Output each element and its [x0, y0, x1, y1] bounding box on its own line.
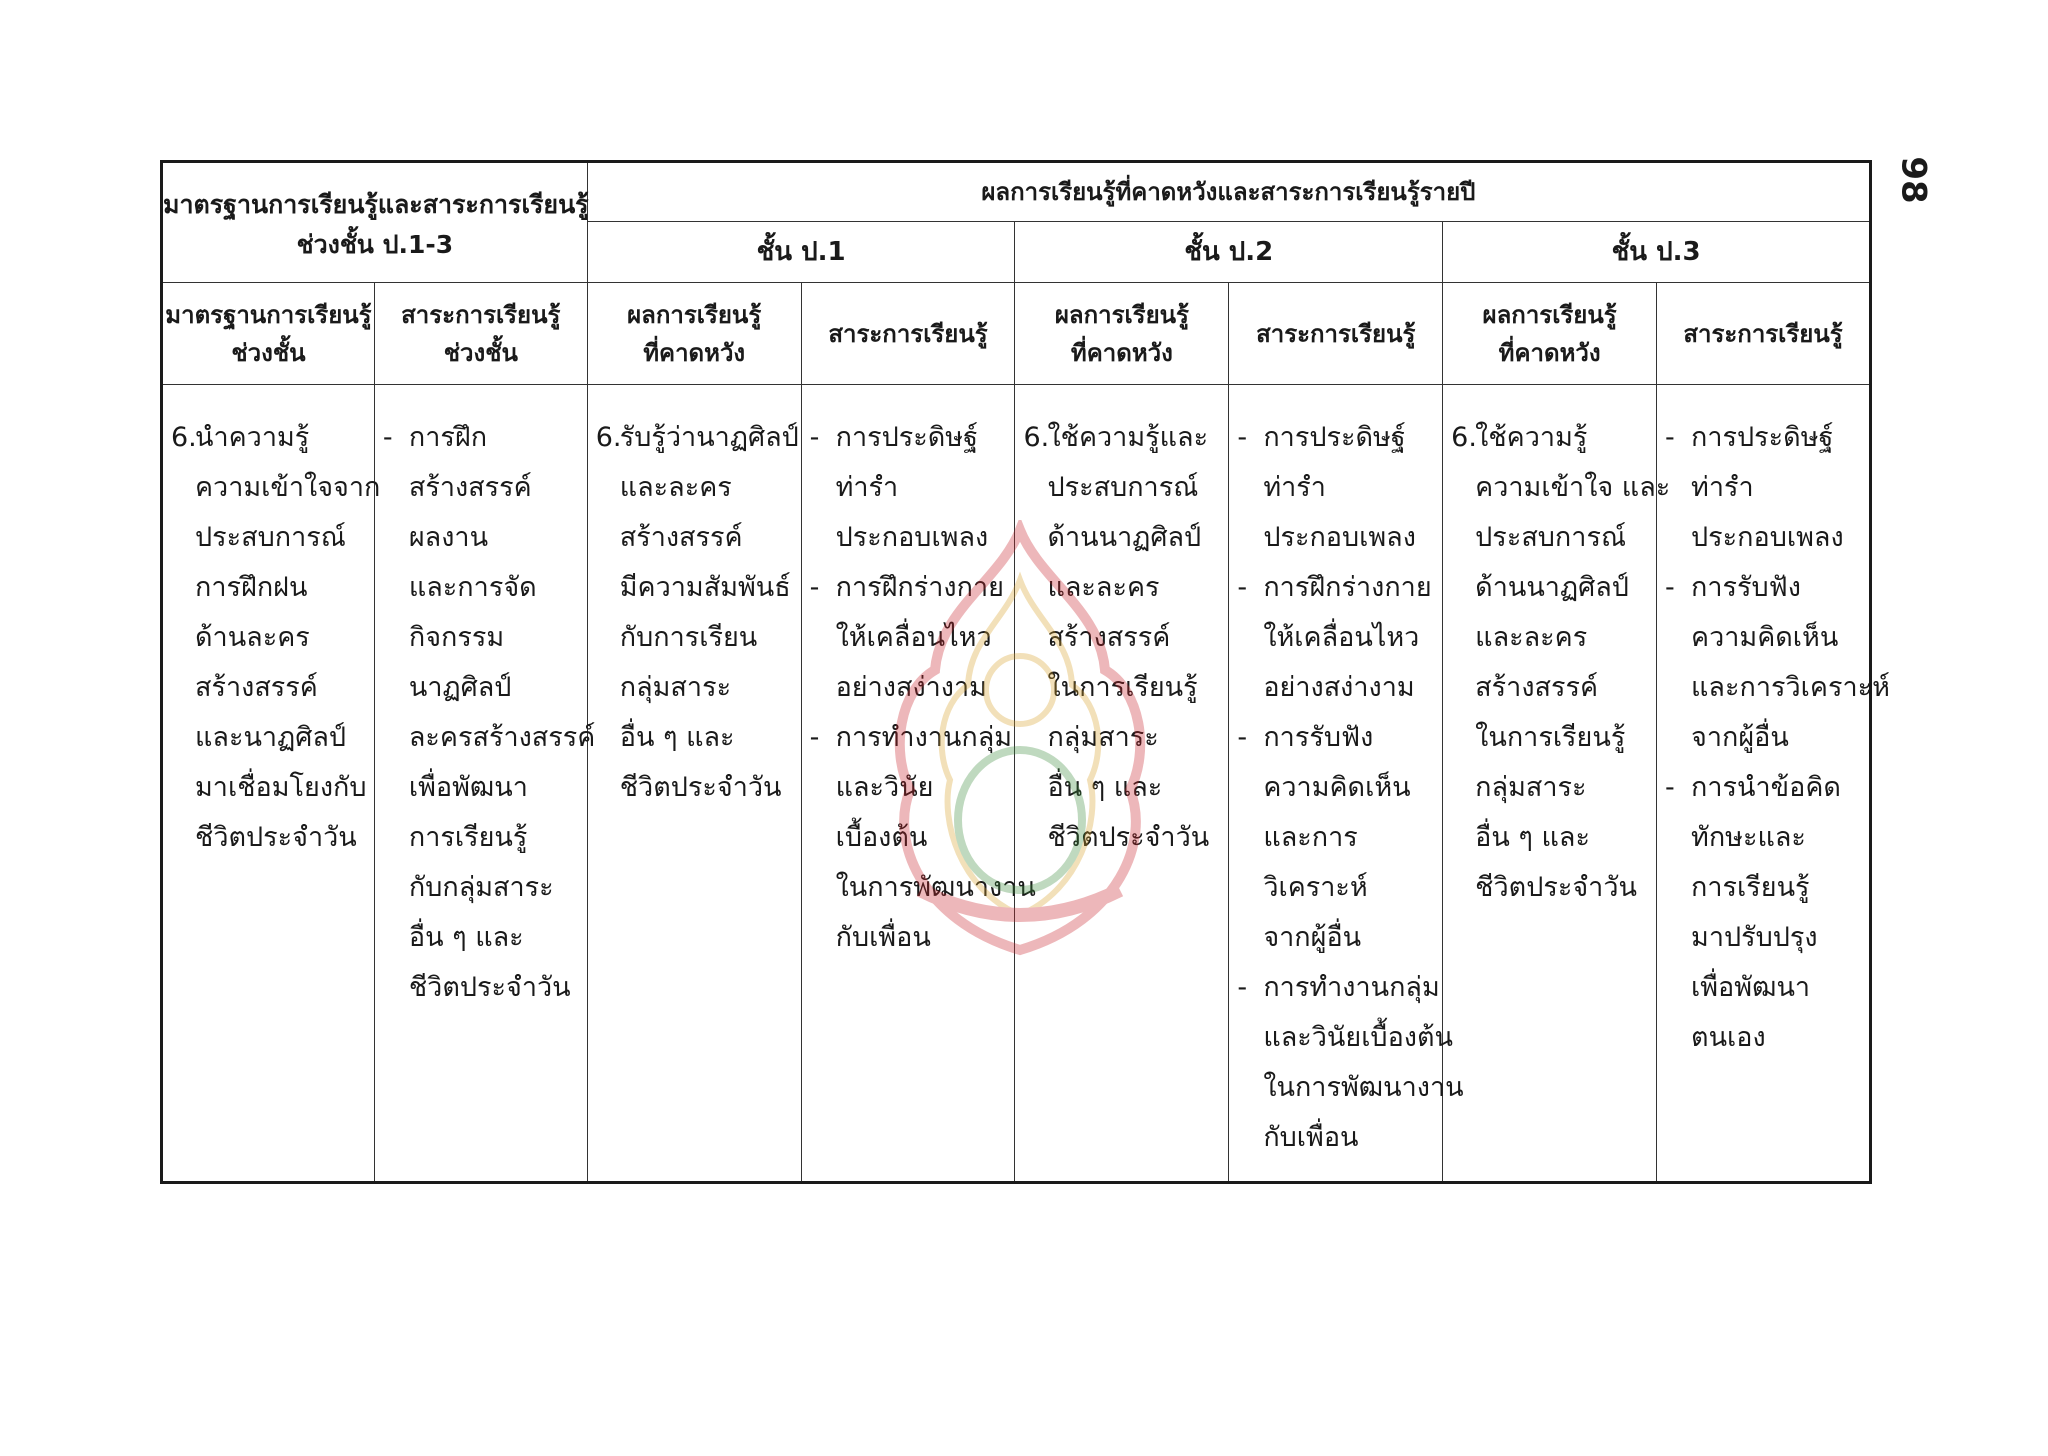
- cell-p1-expected-line: อื่น ๆ และ: [619, 722, 735, 753]
- bullet-dash: -: [1665, 772, 1675, 803]
- cell-p2-content-line: ประกอบเพลง: [1263, 522, 1416, 553]
- cell-p1-content-line: อย่างสง่างาม: [835, 672, 987, 703]
- cell-p2-content-line: และวินัยเบื้องต้น: [1263, 1022, 1453, 1053]
- cell-content-range-line: ผลงาน: [408, 522, 489, 553]
- cell-p2-expected: [1015, 385, 1229, 1183]
- cell-p3-expected-item: [1451, 413, 1671, 913]
- subheader-p1-expected-line-2: ที่คาดหวัง: [643, 338, 746, 367]
- cell-p3-content-line: ท่ารำ: [1691, 472, 1754, 503]
- cell-p2-content-bullet-item: [1237, 963, 1464, 1163]
- cell-p1-content-bullet-text: [836, 713, 1036, 963]
- cell-p3-content-bullet-item: [1665, 413, 1863, 563]
- bullet-dash: -: [809, 422, 820, 453]
- cell-p2-expected-line: อื่น ๆ และ: [1047, 772, 1163, 803]
- cell-p2-content-line: และการ: [1263, 822, 1358, 853]
- cell-standard-text: [195, 413, 380, 863]
- curriculum-table: [160, 160, 1890, 1184]
- cell-p2-expected-line: ชีวิตประจำวัน: [1047, 822, 1210, 853]
- cell-standard-line: ด้านละคร: [195, 622, 310, 653]
- cell-p1-expected-line: กับการเรียน: [619, 622, 758, 653]
- cell-content-range-line: การฝึก: [408, 422, 488, 453]
- cell-standard-line: ชีวิตประจำวัน: [195, 822, 357, 853]
- cell-p2-content-bullet-text: [1263, 713, 1436, 963]
- cell-p1-expected-number: 6.: [595, 422, 622, 453]
- cell-p2-content-line: ในการพัฒนางาน: [1263, 1072, 1464, 1103]
- cell-p2-content-bullet-text: [1263, 563, 1436, 713]
- subheader-p2-expected: [1015, 283, 1229, 385]
- cell-content-range-line: นาฏศิลป์: [408, 672, 512, 703]
- cell-content-range: [374, 385, 596, 1183]
- page-number: 98: [1893, 156, 1934, 204]
- cell-p1-content-bullet-text: [836, 413, 1009, 563]
- bullet-dash: -: [809, 722, 820, 753]
- cell-p2-content-line: ท่ารำ: [1263, 472, 1326, 503]
- subheader-standard: [162, 283, 375, 385]
- cell-p1-content-line: ท่ารำ: [835, 472, 899, 503]
- cell-content-range-line: ละครสร้างสรรค์: [408, 722, 596, 753]
- subheader-content-range-line-2: ช่วงชั้น: [443, 338, 518, 367]
- cell-p1-expected-line: และละคร: [619, 472, 732, 503]
- cell-content-range-line: เพื่อพัฒนา: [408, 772, 528, 803]
- subheader-content-range: [374, 283, 587, 385]
- cell-p2-expected-item: [1023, 413, 1222, 863]
- cell-p1-expected-line: สร้างสรรค์: [619, 522, 743, 553]
- subheader-p2-content: สาระการเรียนรู้: [1229, 283, 1443, 385]
- header-expected-yearly: ผลการเรียนรู้ที่คาดหวังและสาระการเรียนรู้รายปี: [587, 162, 1870, 222]
- cell-p3-content-line: ประกอบเพลง: [1691, 522, 1844, 553]
- cell-p2-content-line: การฝึกร่างกาย: [1263, 572, 1432, 603]
- cell-p1-content-line: เบื้องต้น: [835, 822, 928, 853]
- header-grade-p2: ชั้น ป.2: [1015, 222, 1443, 283]
- header-left-line-2: ช่วงชั้น ป.1-3: [296, 229, 454, 259]
- cell-content-range-line: ชีวิตประจำวัน: [408, 972, 571, 1003]
- subheader-p2-expected-line-2: ที่คาดหวัง: [1070, 338, 1173, 367]
- cell-content-range-line: กิจกรรม: [408, 622, 505, 653]
- cell-p3-expected-line: ด้านนาฏศิลป์: [1475, 572, 1629, 603]
- cell-p2-content-line: การทำงานกลุ่ม: [1263, 972, 1440, 1003]
- subheader-p1-expected: [587, 283, 801, 385]
- cell-p2-content-line: การประดิษฐ์: [1263, 422, 1406, 453]
- cell-p1-content-line: การประดิษฐ์: [835, 422, 978, 453]
- cell-p2-expected-line: ประสบการณ์: [1047, 472, 1199, 503]
- cell-content-range-item: [382, 413, 596, 1013]
- cell-content-range-text: [409, 413, 595, 1013]
- cell-p3-content-line: ตนเอง: [1691, 1022, 1766, 1053]
- cell-p1-content-bullet-item: [810, 563, 1009, 713]
- header-grade-p1: ชั้น ป.1: [587, 222, 1015, 283]
- cell-p2-expected-line: กลุ่มสาระ: [1047, 722, 1159, 753]
- cell-standard-number: 6.: [171, 422, 197, 453]
- cell-p2-expected-line: ใช้ความรู้และ: [1047, 422, 1209, 453]
- cell-p3-content-bullet-item: [1665, 563, 1890, 763]
- bullet-dash: -: [382, 422, 393, 453]
- cell-p3-content-line: การประดิษฐ์: [1691, 422, 1834, 453]
- cell-p2-content-bullet-item: [1237, 413, 1436, 563]
- cell-p2-content-line: จากผู้อื่น: [1263, 922, 1362, 953]
- cell-p3-expected-line: กลุ่มสาระ: [1475, 772, 1587, 803]
- cell-p3-content-line: การรับฟัง: [1691, 572, 1801, 603]
- cell-standard-item: [171, 413, 381, 863]
- header-grade-p3: ชั้น ป.3: [1443, 222, 1871, 283]
- cell-p3-content-bullet-text: [1691, 413, 1863, 563]
- cell-standard-line: ประสบการณ์: [195, 522, 346, 553]
- cell-p2-content-line: กับเพื่อน: [1263, 1122, 1359, 1153]
- header-left-line-1: มาตรฐานการเรียนรู้และสาระการเรียนรู้: [163, 189, 589, 219]
- subheader-p1-expected-line-1: ผลการเรียนรู้: [627, 300, 762, 329]
- cell-p2-content: [1229, 385, 1464, 1183]
- cell-p3-content-bullet-text: [1691, 763, 1863, 1063]
- bullet-dash: -: [809, 572, 820, 603]
- cell-p2-content-line: ให้เคลื่อนไหว: [1263, 622, 1420, 653]
- subheader-p1-content: สาระการเรียนรู้: [801, 283, 1015, 385]
- cell-p2-expected-line: ด้านนาฏศิลป์: [1047, 522, 1202, 553]
- subheader-p3-expected-line-2: ที่คาดหวัง: [1498, 338, 1601, 367]
- cell-standard-line: และนาฏศิลป์: [195, 722, 347, 753]
- cell-p2-content-line: วิเคราะห์: [1263, 872, 1368, 903]
- cell-standard-line: การฝึกฝน: [195, 572, 308, 603]
- cell-p1-content-line: ให้เคลื่อนไหว: [835, 622, 992, 653]
- subheader-p3-expected: [1443, 283, 1657, 385]
- cell-p3-expected-line: ในการเรียนรู้: [1475, 722, 1626, 753]
- bullet-dash: -: [1237, 972, 1248, 1003]
- cell-p1-content-line: ประกอบเพลง: [835, 522, 989, 553]
- subheader-p3-expected-line-1: ผลการเรียนรู้: [1482, 300, 1617, 329]
- cell-p3-content-line: ความคิดเห็น: [1691, 622, 1839, 653]
- cell-p3-content-line: และการวิเคราะห์: [1691, 672, 1890, 703]
- cell-standard-line: ความเข้าใจจาก: [195, 472, 381, 503]
- cell-p2-expected-line: และละคร: [1047, 572, 1160, 603]
- cell-standard-line: สร้างสรรค์: [195, 672, 318, 703]
- cell-p3-expected-line: อื่น ๆ และ: [1475, 822, 1590, 853]
- cell-p3-expected-line: สร้างสรรค์: [1475, 672, 1599, 703]
- cell-p1-content-bullet-item: [810, 413, 1009, 563]
- bullet-dash: -: [1237, 422, 1248, 453]
- cell-p2-content-bullet-item: [1237, 563, 1436, 713]
- cell-p3-expected-line: ประสบการณ์: [1475, 522, 1626, 553]
- bullet-dash: -: [1237, 572, 1248, 603]
- cell-p1-content-line: ในการพัฒนางาน: [835, 872, 1036, 903]
- cell-p2-expected-number: 6.: [1023, 422, 1050, 453]
- cell-content-range-line: อื่น ๆ และ: [408, 922, 524, 953]
- cell-standard-line: นำความรู้: [195, 422, 310, 453]
- cell-p1-content: [801, 385, 1036, 1183]
- cell-p3-content-bullet-text: [1691, 563, 1890, 763]
- cell-p2-content-line: ความคิดเห็น: [1263, 772, 1411, 803]
- cell-content-range-line: และการจัด: [408, 572, 537, 603]
- cell-p3-content-line: การนำข้อคิด: [1691, 772, 1841, 803]
- cell-p3-content: [1657, 385, 1890, 1183]
- cell-p3-content-line: การเรียนรู้: [1691, 872, 1810, 903]
- cell-p2-content-line: การรับฟัง: [1263, 722, 1374, 753]
- subheader-standard-line-2: ช่วงชั้น: [231, 338, 306, 367]
- cell-p2-content-bullet-item: [1237, 713, 1436, 963]
- cell-p3-expected-text: [1475, 413, 1670, 913]
- cell-p1-content-line: และวินัย: [835, 772, 934, 803]
- cell-content-range-line: กับกลุ่มสาระ: [408, 872, 554, 903]
- cell-p3-content-line: เพื่อพัฒนา: [1691, 972, 1811, 1003]
- cell-p1-expected-line: กลุ่มสาระ: [619, 672, 732, 703]
- cell-p3-content-line: มาปรับปรุง: [1691, 922, 1818, 953]
- cell-p3-expected-number: 6.: [1451, 422, 1477, 453]
- header-standards-range: [162, 162, 588, 283]
- cell-standard: [162, 385, 381, 1183]
- cell-p1-expected-line: มีความสัมพันธ์: [619, 572, 791, 603]
- subheader-p2-expected-line-1: ผลการเรียนรู้: [1054, 300, 1189, 329]
- cell-p1-expected-line: รับรู้ว่านาฏศิลป์: [619, 422, 799, 453]
- bullet-dash: -: [1665, 572, 1675, 603]
- cell-p3-expected-line: ใช้ความรู้: [1475, 422, 1588, 453]
- cell-p3-expected-line: ความเข้าใจ และ: [1475, 472, 1671, 503]
- subheader-content-range-line-1: สาระการเรียนรู้: [401, 300, 561, 329]
- bullet-dash: -: [1665, 422, 1675, 453]
- cell-p2-content-line: อย่างสง่างาม: [1263, 672, 1415, 703]
- cell-content-range-line: สร้างสรรค์: [408, 472, 532, 503]
- cell-p1-expected-text: [620, 413, 799, 813]
- cell-p3-content-line: ทักษะและ: [1691, 822, 1806, 853]
- cell-p1-content-line: กับเพื่อน: [835, 922, 931, 953]
- cell-p1-content-bullet-text: [836, 563, 1009, 713]
- cell-p1-expected: [587, 385, 801, 1183]
- cell-p1-content-line: การทำงานกลุ่ม: [835, 722, 1013, 753]
- cell-p3-expected-line: และละคร: [1475, 622, 1588, 653]
- cell-p1-content-bullet-item: [809, 713, 1036, 963]
- cell-p2-expected-line: สร้างสรรค์: [1047, 622, 1171, 653]
- cell-content-range-line: การเรียนรู้: [408, 822, 528, 853]
- cell-p3-content-line: จากผู้อื่น: [1691, 722, 1789, 753]
- cell-p1-expected-item: [595, 413, 799, 813]
- cell-p3-expected-line: ชีวิตประจำวัน: [1475, 872, 1637, 903]
- cell-p1-expected-line: ชีวิตประจำวัน: [619, 772, 782, 803]
- cell-p2-content-bullet-text: [1263, 413, 1436, 563]
- cell-p3-expected: [1443, 385, 1671, 1183]
- cell-p3-content-bullet-item: [1665, 763, 1863, 1063]
- subheader-p3-content: สาระการเรียนรู้: [1657, 283, 1871, 385]
- cell-p2-expected-text: [1047, 413, 1222, 863]
- cell-p2-expected-line: ในการเรียนรู้: [1047, 672, 1198, 703]
- cell-p1-content-line: การฝึกร่างกาย: [835, 572, 1004, 603]
- cell-p2-content-bullet-text: [1263, 963, 1463, 1163]
- subheader-standard-line-1: มาตรฐานการเรียนรู้: [165, 300, 372, 329]
- cell-standard-line: มาเชื่อมโยงกับ: [195, 772, 367, 803]
- bullet-dash: -: [1237, 722, 1248, 753]
